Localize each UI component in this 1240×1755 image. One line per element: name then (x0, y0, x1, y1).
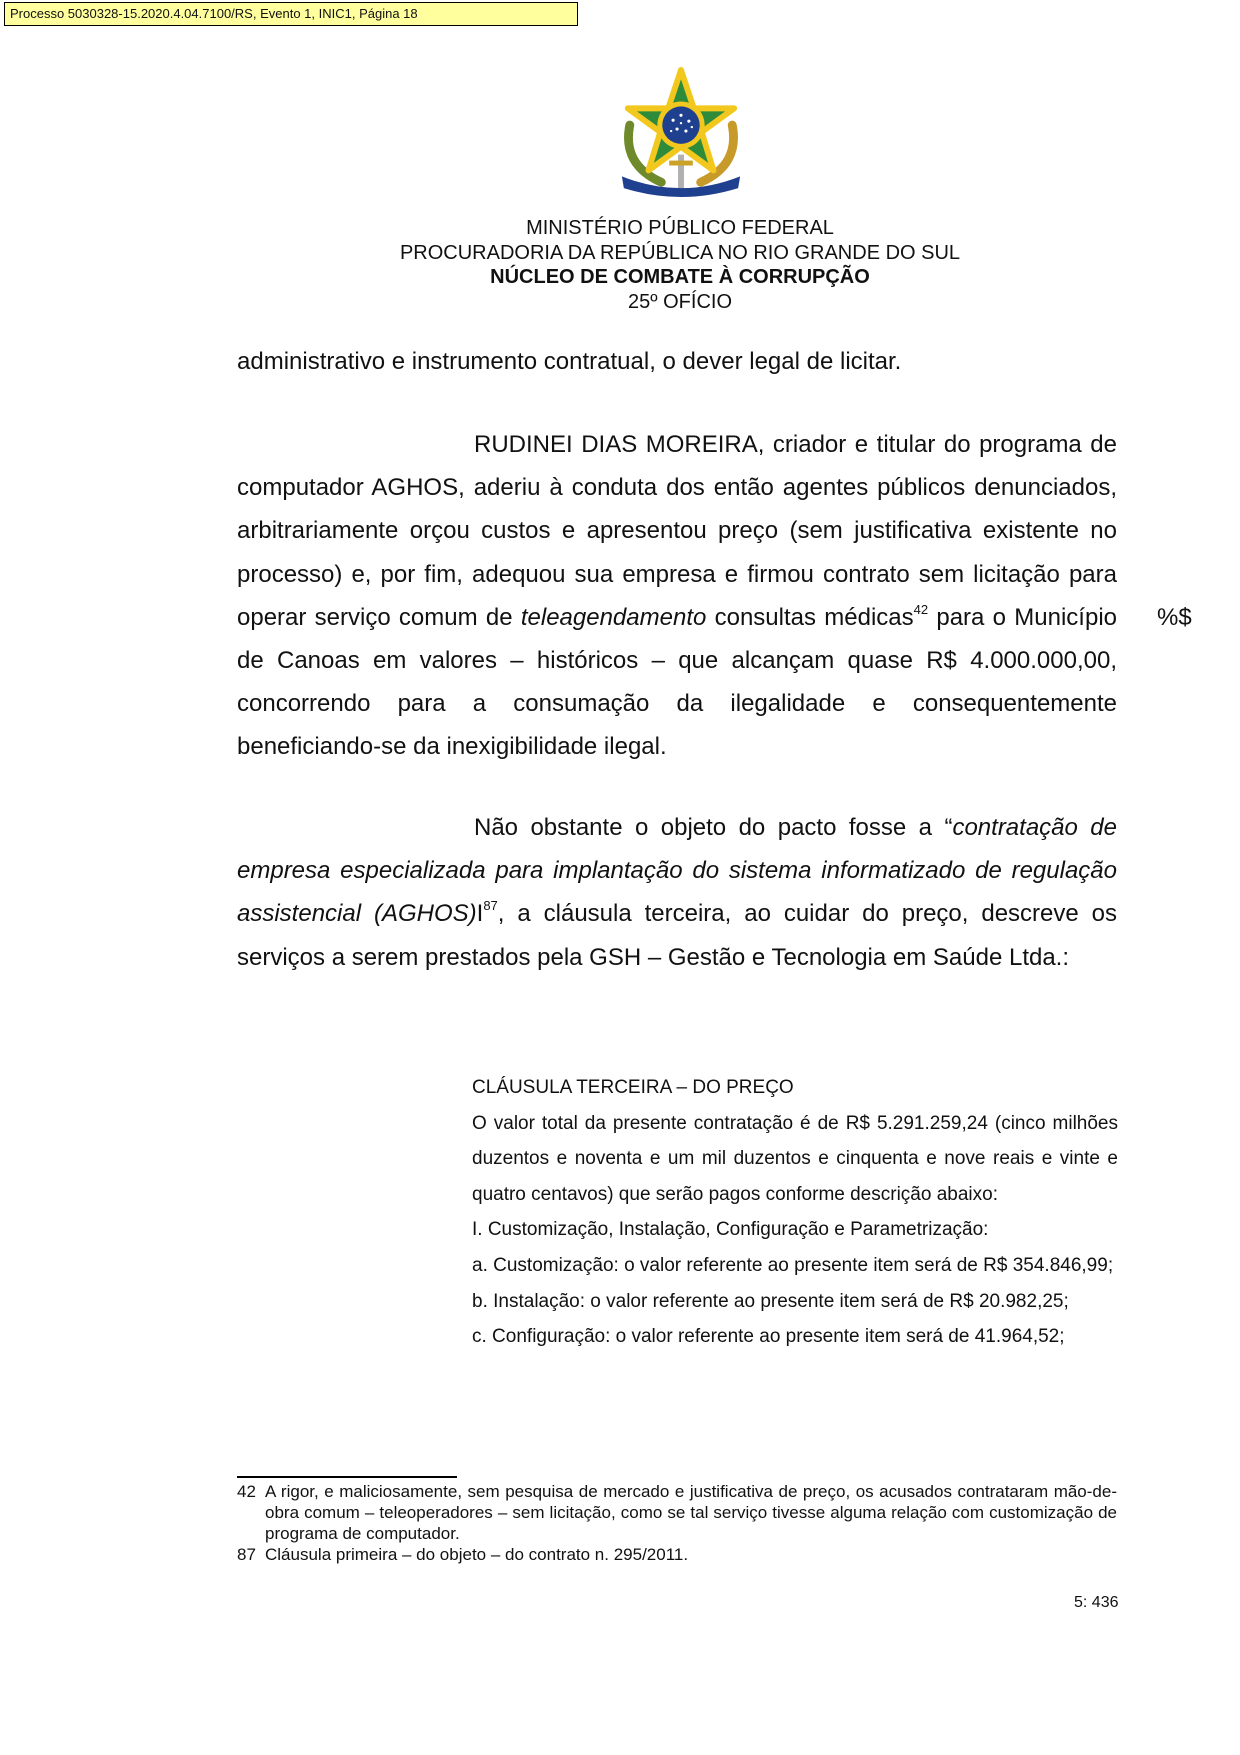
paragraph-continuation: administrativo e instrumento contratual, o dever legal de licitar. (237, 348, 902, 375)
page-number: 5: 436 (1074, 1594, 1119, 1611)
margin-mark: %$ (1157, 604, 1192, 631)
footnote-text: A rigor, e maliciosamente, sem pesquisa de mercado e justificativa de preço, os acusados contrataram mão-de-obra comum – teleoperadores – sem licitação, como se tal serviço tivesse alguma relação com customização de programa de computador. (265, 1482, 1117, 1543)
header-ministry: MINISTÉRIO PÚBLICO FEDERAL (526, 217, 834, 239)
clause-item-a: a. Customização: o valor referente ao presente item será de R$ 354.846,99; (472, 1254, 1114, 1276)
document-header (300, 216, 1060, 314)
paragraph-contract-object (237, 806, 1117, 979)
brazil-coat-of-arms-icon (612, 66, 750, 200)
footnote-number: 87 (237, 1545, 256, 1564)
header-office: 25º OFÍCIO (628, 290, 732, 313)
header-nucleus: NÚCLEO DE COMBATE À CORRUPÇÃO (490, 266, 870, 288)
paragraph-rudinei-text-b: consultas médicas (706, 603, 914, 631)
paragraph-rudinei-italic: teleagendamento (520, 603, 707, 631)
footnote-42 (237, 1481, 1117, 1544)
paragraph-object-italic: contratação de empresa especializada para implantação do sistema informatizado de regulação assistencial (AGHOS) (237, 814, 1117, 928)
clause-item-b: b. Instalação: o valor referente ao presente item será de R$ 20.982,25; (472, 1290, 1069, 1312)
footnotes (237, 1481, 1117, 1565)
footnote-number: 42 (237, 1482, 256, 1501)
paragraph-rudinei-text-c: para o Município de Canoas em valores – históricos – que alcançam quase R$ 4.000.000,00, concorrendo para a consumação da ilegalidade e consequentemente beneficiando-se da inexigibilidade ilegal. (237, 603, 1117, 761)
footnote-ref-87: 87 (483, 898, 498, 914)
footnote-separator (237, 1476, 457, 1478)
paragraph-object-text-c: , a cláusula terceira, ao cuidar do preço, descreve os serviços a serem prestados pela GSH – Gestão e Tecnologia em Saúde Ltda.: (237, 900, 1117, 971)
paragraph-rudinei-text-a: RUDINEI DIAS MOREIRA, criador e titular do programa de computador AGHOS, aderiu à conduta dos então agentes públicos denunciados, arbitrariamente orçou custos e apresentou preço (sem justificativa existente no processo) e, por fim, adequou sua empresa e firmou contrato sem licitação para operar serviço comum de (237, 431, 1117, 631)
footnote-text: Cláusula primeira – do objeto – do contrato n. 295/2011. (265, 1545, 689, 1564)
clause-quote (472, 1070, 1118, 1355)
paragraph-object-text-b: I (476, 900, 484, 928)
clause-heading: CLÁUSULA TERCEIRA – DO PREÇO (472, 1077, 794, 1098)
process-stamp: Processo 5030328-15.2020.4.04.7100/RS, Evento 1, INIC1, Página 18 (4, 2, 578, 26)
clause-item-c: c. Configuração: o valor referente ao presente item será de 41.964,52; (472, 1326, 1065, 1348)
header-procuradoria: PROCURADORIA DA REPÚBLICA NO RIO GRANDE DO SUL (399, 241, 961, 264)
clause-intro: O valor total da presente contratação é de R$ 5.291.259,24 (cinco milhões duzentos e noventa e um mil duzentos e cinquenta e nove reais e vinte e quatro centavos) que serão pagos conforme descrição abaixo: (472, 1112, 1118, 1205)
paragraph-object-text-a: Não obstante o objeto do pacto fosse a “ (474, 814, 953, 841)
footnote-87 (237, 1544, 1117, 1565)
paragraph-rudinei (237, 423, 1117, 769)
footnote-ref-42: 42 (913, 601, 929, 617)
clause-section: I. Customização, Instalação, Configuração e Parametrização: (472, 1219, 989, 1241)
